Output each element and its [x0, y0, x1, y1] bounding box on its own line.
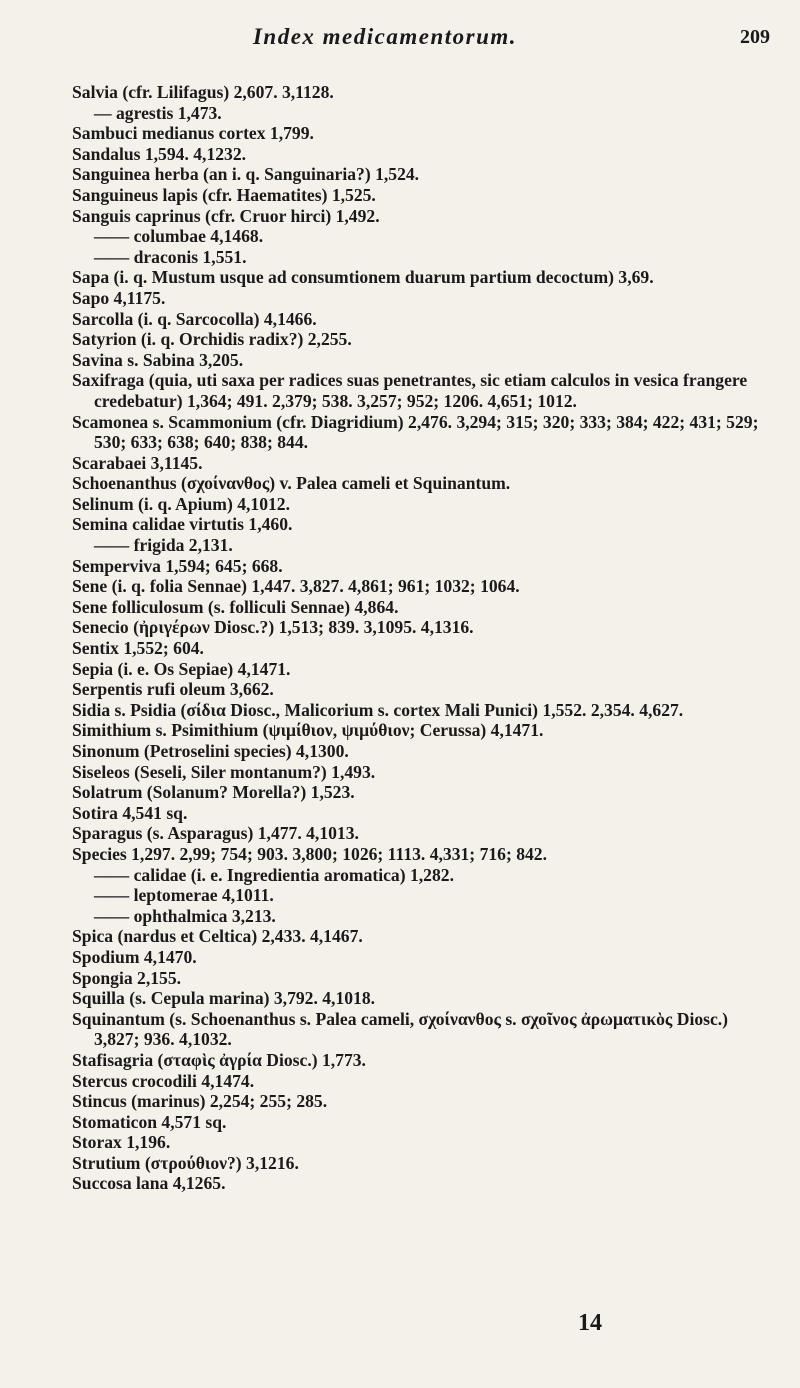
- index-subentry: —— ophthalmica 3,213.: [94, 905, 276, 926]
- index-entry: Spodium 4,1470.: [72, 946, 197, 967]
- page-number: 209: [740, 26, 770, 48]
- index-entry: Saxifraga (quia, uti saxa per radices suas penetrantes, sic etiam calculos in vesica frangere credebatur) 1,364; 491. 2,379; 538. 3,257; 952; 1206. 4,651; 1012.: [72, 370, 748, 411]
- index-subentry: — agrestis 1,473.: [94, 102, 222, 123]
- index-entry: Sanguis caprinus (cfr. Cruor hirci) 1,492.: [72, 205, 380, 226]
- index-entry: Selinum (i. q. Apium) 4,1012.: [72, 493, 291, 514]
- index-entry: Scamonea s. Scammonium (cfr. Diagridium) 2,476. 3,294; 315; 320; 333; 384; 422; 431; 529; 530; 633; 638; 640; 838; 844.: [72, 411, 759, 453]
- index-entry: Strutium (στρούθιον?) 3,1216.: [72, 1152, 299, 1173]
- index-subentry: —— columbae 4,1468.: [94, 226, 264, 247]
- index-entry: Sepia (i. e. Os Sepiae) 4,1471.: [72, 658, 291, 679]
- index-entry: Sarcolla (i. q. Sarcocolla) 4,1466.: [72, 308, 317, 329]
- index-entry: Semina calidae virtutis 1,460.: [72, 514, 293, 535]
- index-entry: Sinonum (Petroselini species) 4,1300.: [72, 741, 349, 761]
- header-title: Index medicamentorum.: [252, 24, 518, 49]
- index-entry: Sene folliculosum (s. folliculi Sennae) 4,864.: [72, 596, 399, 617]
- index-entry: Semperviva 1,594; 645; 668.: [72, 555, 283, 576]
- index-entry: Sapa (i. q. Mustum usque ad consumtionem duarum partium decoctum) 3,69.: [72, 267, 654, 288]
- index-entry: Stincus (marinus) 2,254; 255; 285.: [72, 1091, 328, 1112]
- index-entry: Salvia (cfr. Lilifagus) 2,607. 3,1128.: [72, 82, 334, 102]
- signature-mark: 14: [578, 1310, 602, 1336]
- index-entry: Serpentis rufi oleum 3,662.: [72, 679, 274, 700]
- index-entry: Satyrion (i. q. Orchidis radix?) 2,255.: [72, 329, 352, 350]
- index-entry: Sotira 4,541 sq.: [72, 802, 188, 823]
- index-entry: Sparagus (s. Asparagus) 1,477. 4,1013.: [72, 823, 359, 844]
- index-entry: Spica (nardus et Celtica) 2,433. 4,1467.: [72, 926, 363, 947]
- index-entry: Succosa lana 4,1265.: [72, 1173, 226, 1194]
- index-entry: Simithium s. Psimithium (ψιμίθιον, ψιμύθιον; Cerussa) 4,1471.: [72, 720, 544, 741]
- index-entry: Squilla (s. Cepula marina) 3,792. 4,1018.: [72, 988, 376, 1009]
- index-entry: Stafisagria (σταφὶς ἀγρία Diosc.) 1,773.: [72, 1049, 366, 1070]
- index-entry: Savina s. Sabina 3,205.: [72, 349, 244, 370]
- index-entry: Squinantum (s. Schoenanthus s. Palea cameli, σχοίνανθος s. σχοῖνος ἀρωματικὸς Diosc.) 3,827; 936. 4,1032.: [72, 1008, 729, 1050]
- index-entry: Sanguinea herba (an i. q. Sanguinaria?) 1,524.: [72, 164, 420, 185]
- index-entry: Sandalus 1,594. 4,1232.: [72, 143, 247, 164]
- running-header: [0, 24, 770, 60]
- index-subentry: —— draconis 1,551.: [94, 246, 247, 267]
- index-subentry: —— calidae (i. e. Ingredientia aromatica) 1,282.: [94, 864, 454, 885]
- index-subentry: —— frigida 2,131.: [94, 535, 233, 556]
- index-entry: Sidia s. Psidia (σίδια Diosc., Malicorium s. cortex Mali Punici) 1,552. 2,354. 4,627.: [72, 699, 684, 720]
- index-entry: Sambuci medianus cortex 1,799.: [72, 123, 314, 144]
- index-entry: Senecio (ἠριγέρων Diosc.?) 1,513; 839. 3,1095. 4,1316.: [72, 617, 474, 638]
- index-entry: Schoenanthus (σχοίνανθος) v. Palea cameli et Squinantum.: [72, 473, 511, 494]
- index-entry: Solatrum (Solanum? Morella?) 1,523.: [72, 782, 355, 803]
- index-entry: Spongia 2,155.: [72, 967, 182, 988]
- index-entry: Siseleos (Seseli, Siler montanum?) 1,493.: [72, 761, 376, 782]
- index-entries: [72, 82, 772, 1194]
- index-entry: Sentix 1,552; 604.: [72, 638, 204, 659]
- index-entry: Stomaticon 4,571 sq.: [72, 1111, 227, 1132]
- index-entry: Sapo 4,1175.: [72, 287, 166, 308]
- index-entry: Scarabaei 3,1145.: [72, 452, 203, 473]
- index-entry: Species 1,297. 2,99; 754; 903. 3,800; 1026; 1113. 4,331; 716; 842.: [72, 843, 548, 864]
- index-entry: Sanguineus lapis (cfr. Haematites) 1,525.: [72, 184, 376, 205]
- index-subentry: —— leptomerae 4,1011.: [94, 885, 274, 906]
- index-entry: Stercus crocodili 4,1474.: [72, 1070, 255, 1091]
- index-entry: Storax 1,196.: [72, 1132, 171, 1153]
- index-entry: Sene (i. q. folia Sennae) 1,447. 3,827. 4,861; 961; 1032; 1064.: [72, 576, 520, 597]
